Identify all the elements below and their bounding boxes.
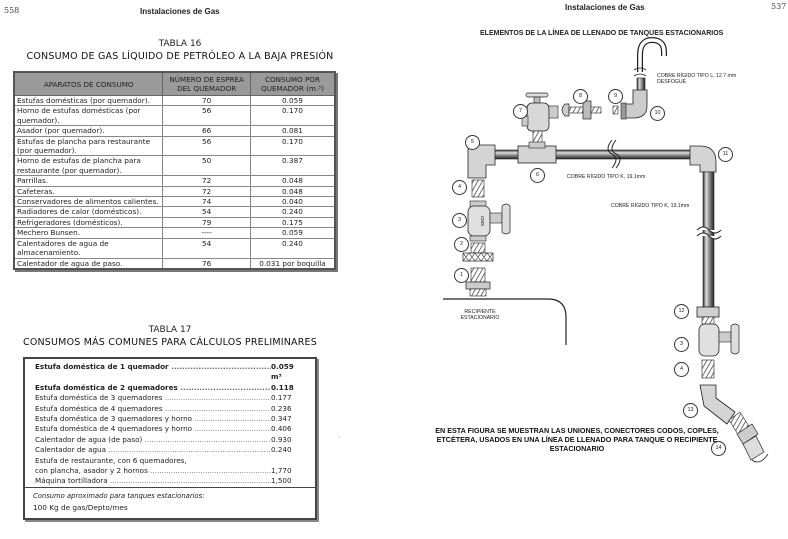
cell-aparato: Radiadores de calor (domésticos).: [14, 207, 163, 217]
label-cobre-tipo-l: COBRE RÍGIDO TIPO L, 12.7 mm: [657, 73, 737, 79]
table17-value: 0.240: [271, 445, 292, 455]
cell-aparato: Calentadores de agua de almacenamiento.: [14, 238, 163, 258]
label-cobre-tipo-k-horizontal: COBRE RÍGIDO TIPO K, 19.1mm: [567, 174, 646, 180]
cell-consumo: 0.387: [250, 156, 335, 176]
cell-consumo: 0.175: [250, 217, 335, 227]
cell-esprea: 56: [163, 106, 251, 126]
callout-3-bottom: 3: [674, 337, 689, 352]
label-recipiente-line2: ESTACIONARIO: [460, 315, 500, 321]
cell-consumo: 0.040: [250, 197, 335, 207]
figure-title: ELEMENTOS DE LA LÍNEA DE LLENADO DE TANQUES ESTACIONARIOS: [480, 30, 724, 37]
cell-aparato: Calentador de agua de paso.: [14, 258, 163, 269]
elbow-13: [700, 385, 735, 424]
cell-consumo: 0.031 por boquilla: [250, 258, 335, 269]
cell-aparato: Estufas de plancha para restaurante (por quemador).: [14, 136, 163, 156]
callout-7: 7: [513, 104, 528, 119]
cell-consumo: 0.059: [250, 96, 335, 106]
cell-consumo: 0.081: [250, 126, 335, 136]
table16-caption: TABLA 16: [158, 39, 202, 49]
table17-label: Calentador de agua (de paso) .....: [35, 435, 271, 445]
callout-5: 5: [465, 135, 480, 150]
cell-esprea: 79: [163, 217, 251, 227]
callout-4-bottom: 4: [674, 362, 689, 377]
elbow-10: [621, 90, 647, 119]
nipple-12: [702, 317, 714, 324]
callout-1: 1: [454, 268, 469, 283]
pipe-vertical-k: [697, 172, 721, 307]
cell-aparato: Conservadores de alimentos calientes.: [14, 197, 163, 207]
callout-14: 14: [711, 441, 726, 456]
callout-4: 4: [452, 180, 467, 195]
cell-consumo: 0.048: [250, 176, 335, 186]
table17-label: Estufa doméstica de 1 quemador .....: [35, 362, 271, 383]
elbow-11: [690, 146, 716, 172]
header-consumo: CONSUMO POR QUEMADOR (m.³): [250, 72, 335, 96]
table17-title: CONSUMOS MÁS COMUNES PARA CÁLCULOS PRELIMINARES: [22, 337, 317, 348]
table17-value: 1,770: [271, 466, 292, 476]
cell-esprea: 76: [163, 258, 251, 269]
table17-label: Estufa doméstica de 4 quemadores y horno .....: [35, 424, 271, 434]
cell-aparato: Horno de estufas domésticas (por quemador).: [14, 106, 163, 126]
valve-3-top: [468, 201, 510, 241]
fitting-14: [729, 412, 768, 462]
cell-aparato: Cafeteras.: [14, 186, 163, 196]
valve-marking: CMS: [480, 216, 485, 226]
running-head-left: Instalaciones de Gas: [140, 7, 220, 16]
cell-esprea: 70: [163, 96, 251, 106]
cell-esprea: 66: [163, 126, 251, 136]
fitting-1: [466, 268, 490, 296]
cell-aparato: Asador (por quemador).: [14, 126, 163, 136]
header-aparatos: APARATOS DE CONSUMO: [14, 72, 163, 96]
cell-aparato: Mechero Bunsen.: [14, 228, 163, 238]
cell-consumo: 0.048: [250, 186, 335, 196]
cell-esprea: 56: [163, 136, 251, 156]
callout-12: 12: [674, 304, 689, 319]
nipple-4-bottom: [702, 360, 714, 378]
tank-outline: [443, 299, 566, 345]
callout-6: 6: [530, 168, 545, 183]
callout-3: 3: [452, 213, 467, 228]
valve-7: [522, 93, 558, 146]
cell-consumo: 0.240: [250, 238, 335, 258]
table17-label: Estufa doméstica de 4 quemadores .....: [35, 404, 271, 414]
cell-esprea: 74: [163, 197, 251, 207]
nut-12: [697, 307, 719, 317]
callout-8: 8: [573, 89, 588, 104]
page-number-left: 558: [4, 6, 20, 15]
table17-label: Máquina tortilladora .....: [35, 476, 271, 486]
table17-value: 0.930: [271, 434, 292, 444]
page-number-right: 537: [771, 2, 787, 11]
table17-label: Estufa doméstica de 3 quemadores .....: [35, 393, 271, 403]
cell-aparato: Parrillas.: [14, 176, 163, 186]
scan-mark: ·: [338, 433, 341, 442]
cell-esprea: 72: [163, 186, 251, 196]
callout-13: 13: [683, 403, 698, 418]
table17-value: 0.118: [271, 382, 294, 392]
tee-6: [518, 142, 556, 163]
valve-3-bottom: [699, 324, 739, 356]
label-recipiente: [455, 309, 505, 321]
cell-consumo: 0.170: [250, 106, 335, 126]
table17-value: 0.059 m³: [271, 362, 294, 382]
cell-esprea: 50: [163, 156, 251, 176]
table17-footer-note: Consumo aproximado para tanques estacionarios:: [33, 491, 205, 500]
cell-aparato: Refrigeradores (domésticos).: [14, 217, 163, 227]
figure-caption: EN ESTA FIGURA SE MUESTRAN LAS UNIONES, CONECTORES CODOS, COPLES, ETCÉTERA, USADOS EN UNA LÍNEA DE LLENADO PARA TANQUE O RECIPIENTE ESTACIONARIO: [435, 426, 719, 453]
cell-esprea: 54: [163, 238, 251, 258]
callout-10: 10: [650, 106, 665, 121]
nipple-9: [613, 106, 618, 114]
cell-aparato: Horno de estufas de plancha para restaurante (por quemador).: [14, 156, 163, 176]
table17-value: 0.236: [271, 403, 292, 413]
label-cobre-tipo-k-vertical: COBRE RÍGIDO TIPO K, 19.1mm: [611, 203, 690, 209]
label-recipiente-line1: RECIPIENTE: [464, 309, 496, 315]
table17-label: Calentador de agua .....: [35, 445, 271, 455]
callout-9: 9: [608, 89, 623, 104]
nipple-4-top: [472, 180, 484, 197]
label-desfogue: DESFOGUE: [657, 79, 687, 85]
cell-consumo: 0.170: [250, 136, 335, 156]
cell-consumo: 0.240: [250, 207, 335, 217]
table17-value: 1,500: [271, 476, 292, 486]
table17-footer-amount: 100 Kg de gas/Depto/mes: [33, 502, 128, 512]
cell-esprea: ----: [163, 228, 251, 238]
cell-aparato: Estufas domésticas (por quemador).: [14, 96, 163, 106]
callout-11: 11: [718, 147, 733, 162]
table17-label: con plancha, asador y 2 hornos .....: [35, 466, 271, 476]
callout-2: 2: [454, 237, 469, 252]
table17-value: 0.177: [271, 393, 292, 403]
table17-label: Estufa de restaurante, con 6 quemadores,: [35, 455, 187, 465]
table17-value: 0.406: [271, 424, 292, 434]
table17-label: Estufa doméstica de 3 quemadores y horno .....: [35, 414, 271, 424]
running-head-right: Instalaciones de Gas: [565, 3, 645, 12]
cell-esprea: 72: [163, 176, 251, 186]
table16-title: CONSUMO DE GAS LÍQUIDO DE PETRÓLEO A LA BAJA PRESIÓN: [26, 51, 334, 62]
table17-label: Estufa doméstica de 2 quemadores .....: [35, 383, 271, 393]
cell-esprea: 54: [163, 207, 251, 217]
table17-caption: TABLA 17: [148, 325, 192, 335]
cell-consumo: 0.059: [250, 228, 335, 238]
header-esprea: NÚMERO DE ESPREA DEL QUEMADOR: [163, 72, 251, 96]
table17-value: 0.347: [271, 414, 292, 424]
